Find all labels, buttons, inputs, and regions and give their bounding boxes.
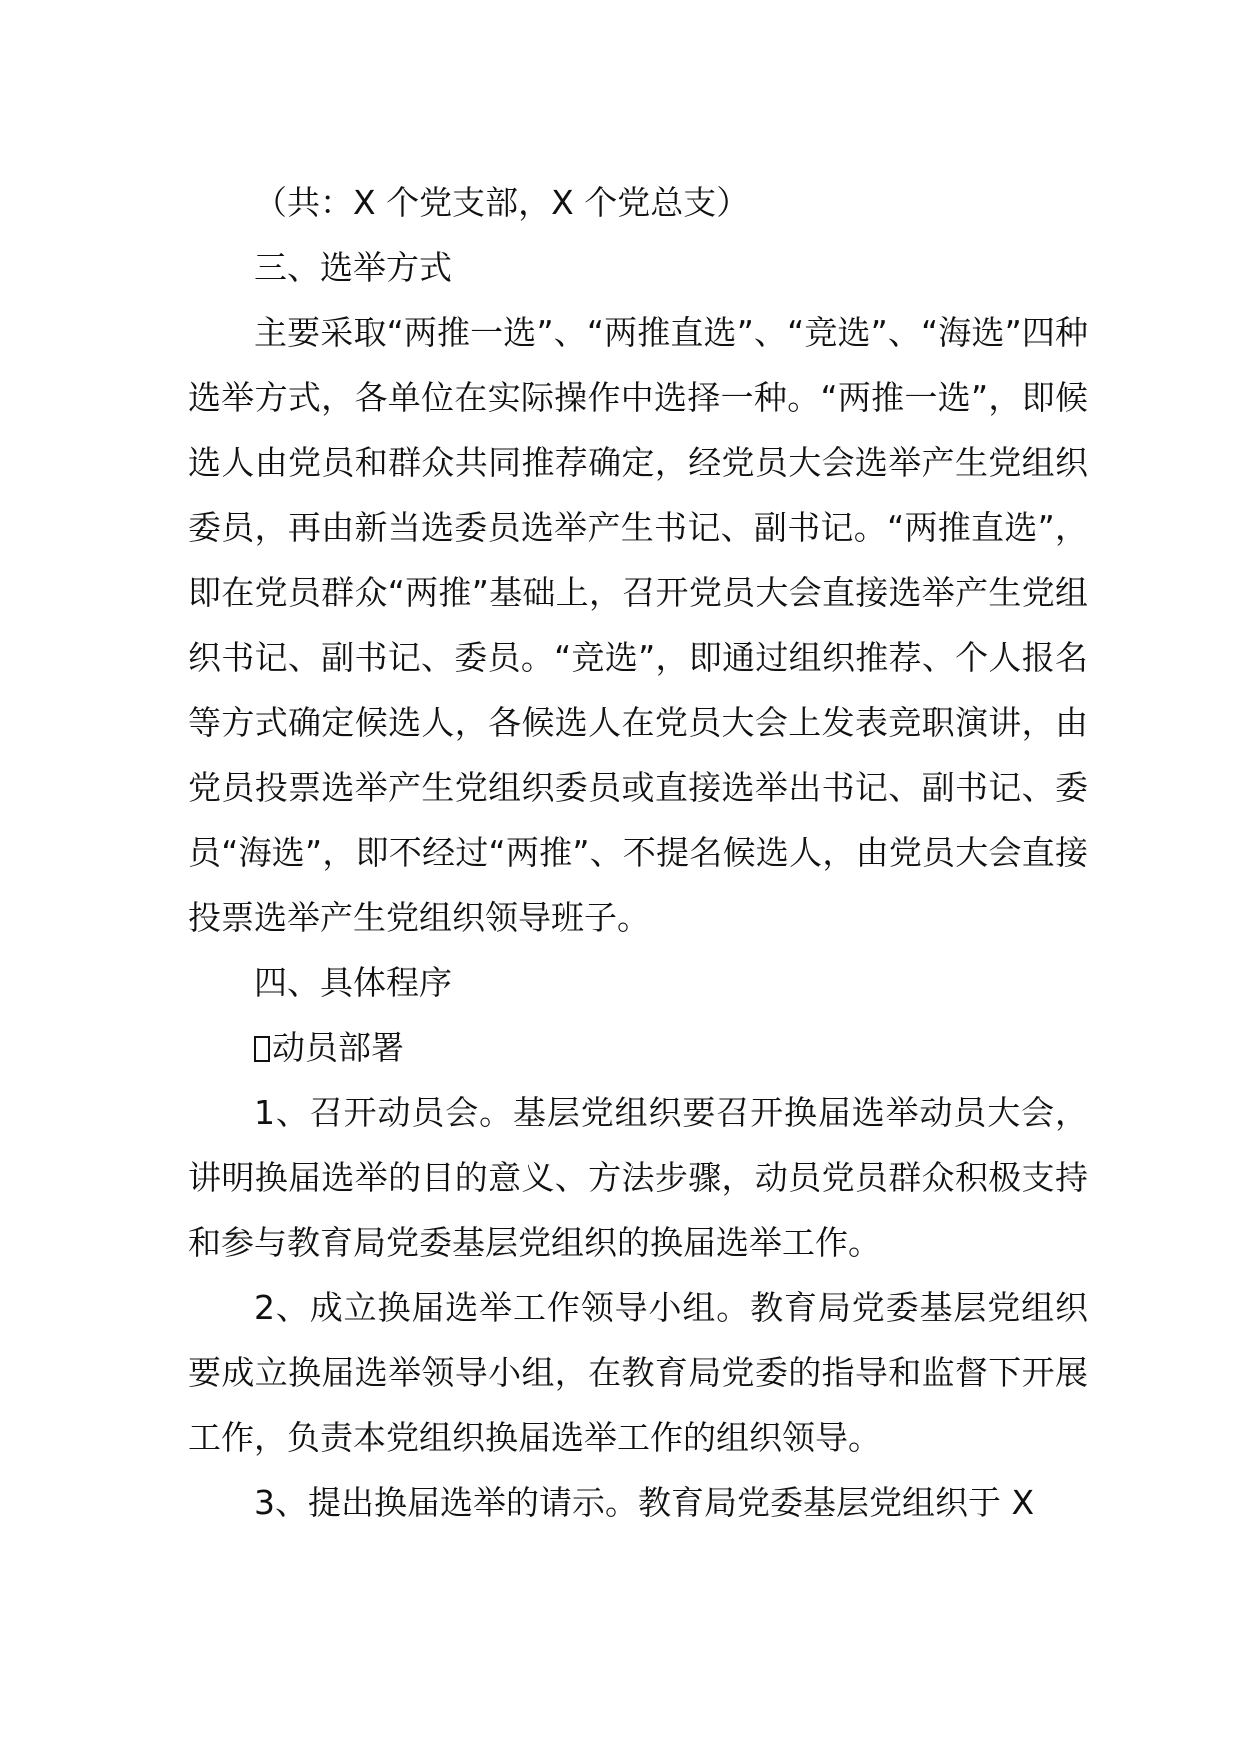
subheading-mobilization	[188, 1015, 1088, 1080]
heading-procedure: 四、具体程序	[254, 963, 452, 1002]
paragraph-step-3: 3、提出换届选举的请示。教育局党委基层党组织于 X	[254, 1483, 1035, 1522]
document-body	[188, 170, 1088, 1535]
missing-glyph-box-icon	[254, 1036, 270, 1062]
paragraph-step-2: 2、成立换届选举工作领导小组。教育局党委基层党组织要成立换届选举领导小组，在教育局党委的指导和监督下开展工作，负责本党组织换届选举工作的组织领导。	[188, 1288, 1088, 1457]
heading-election-method: 三、选举方式	[254, 248, 452, 287]
subheading-mobilization-text: 动员部署	[272, 1028, 404, 1067]
paragraph-scope-note: （共：X 个党支部，X 个党总支）	[254, 183, 750, 222]
paragraph-step-1: 1、召开动员会。基层党组织要召开换届选举动员大会，讲明换届选举的目的意义、方法步骤，动员党员群众积极支持和参与教育局党委基层党组织的换届选举工作。	[188, 1093, 1088, 1262]
paragraph-election-methods: 主要采取“两推一选”、“两推直选”、“竞选”、“海选”四种选举方式，各单位在实际操作中选择一种。“两推一选”，即候选人由党员和群众共同推荐确定，经党员大会选举产生党组织委员，再由新当选委员选举产生书记、副书记。“两推直选”，即在党员群众“两推”基础上，召开党员大会直接选举产生党组织书记、副书记、委员。“竞选”，即通过组织推荐、个人报名等方式确定候选人，各候选人在党员大会上发表竞职演讲，由党员投票选举产生党组织委员或直接选举出书记、副书记、委员“海选”，即不经过“两推”、不提名候选人，由党员大会直接投票选举产生党组织领导班子。	[188, 313, 1088, 937]
